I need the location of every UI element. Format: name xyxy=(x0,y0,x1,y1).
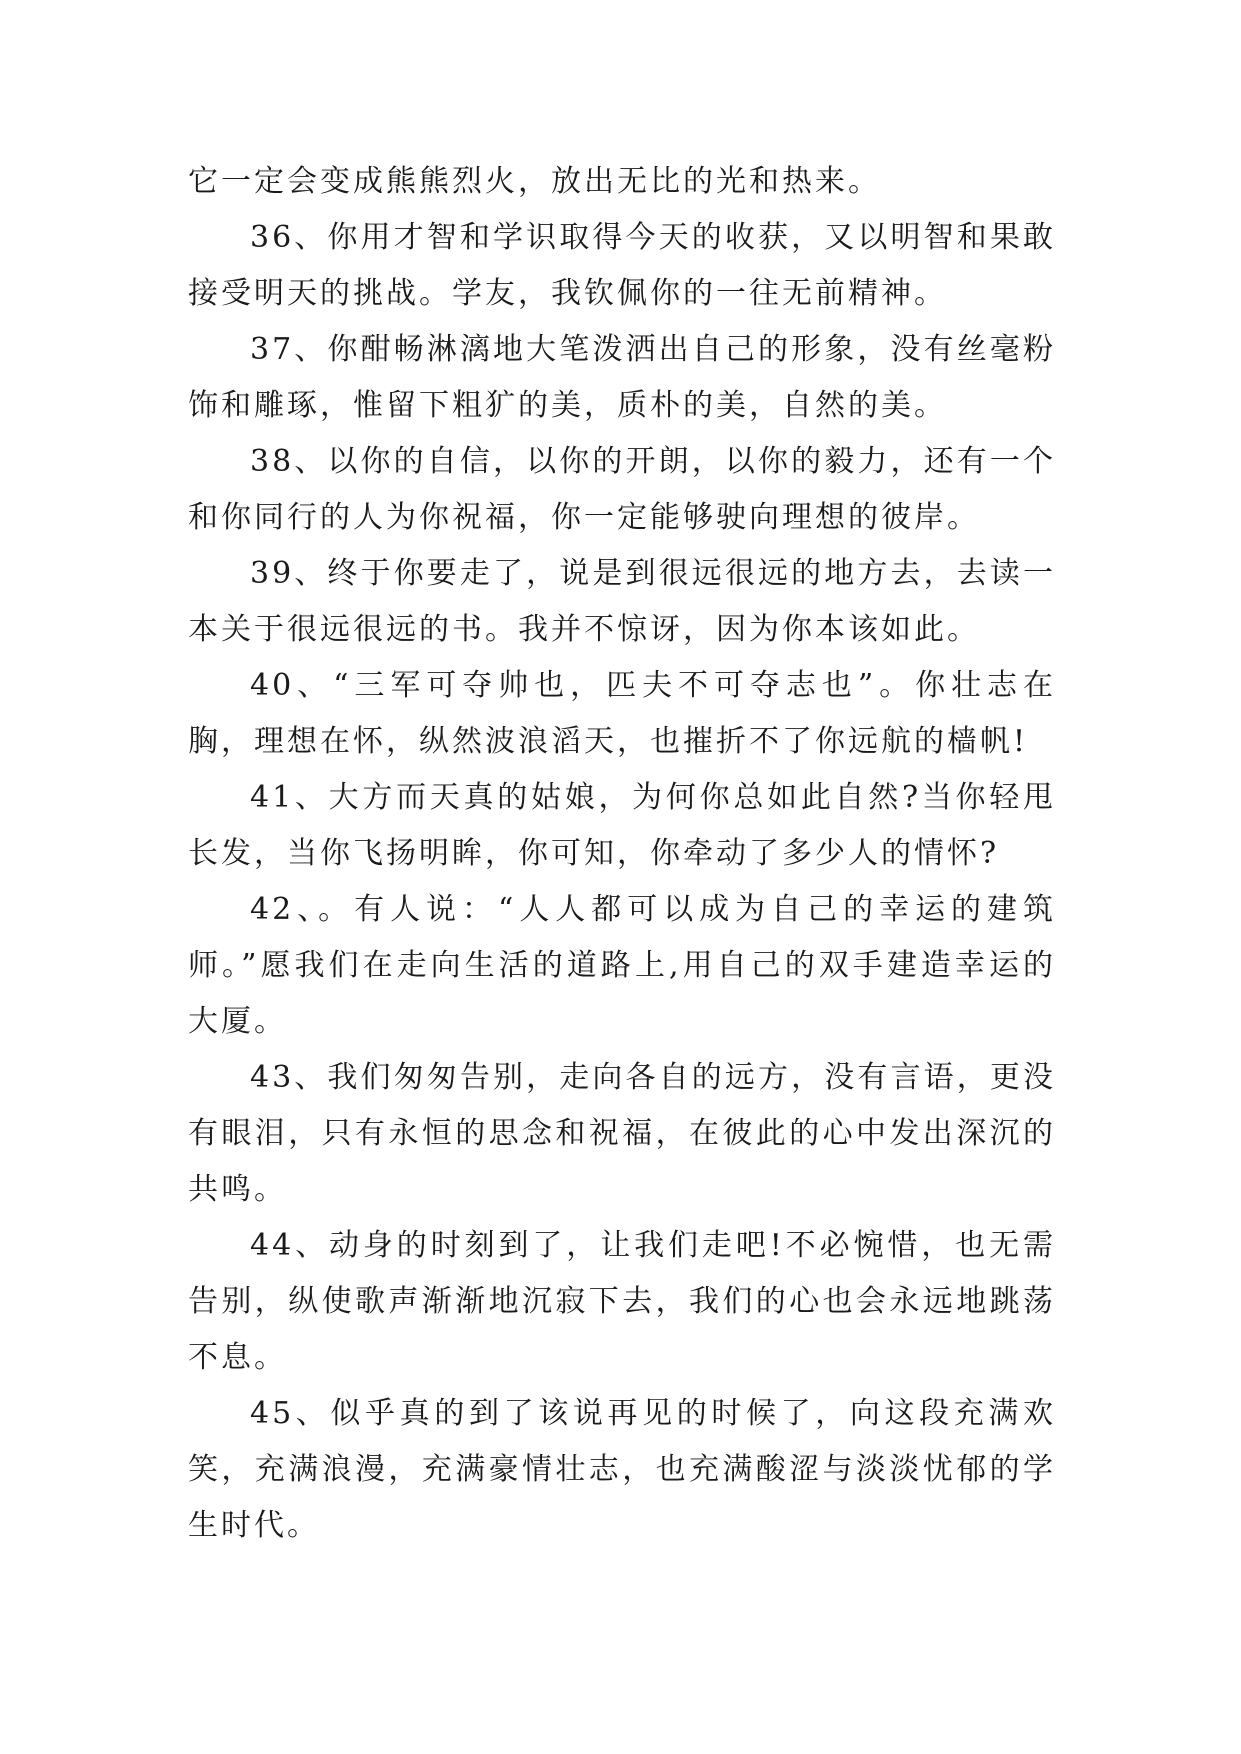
paragraph-39: 39、终于你要走了，说是到很远很远的地方去，去读一本关于很远很远的书。我并不惊讶，因为你本该如此。 xyxy=(188,556,1056,647)
paragraph-42: 42、。有人说：“人人都可以成为自己的幸运的建筑师。”愿我们在走向生活的道路上,用自己的双手建造幸运的大厦。 xyxy=(188,892,1056,1039)
paragraph-continuation: 它一定会变成熊熊烈火，放出无比的光和热来。 xyxy=(188,164,881,199)
paragraph-38: 38、以你的自信，以你的开朗，以你的毅力，还有一个和你同行的人为你祝福，你一定能够驶向理想的彼岸。 xyxy=(188,444,1056,535)
paragraph-45: 45、似乎真的到了该说再见的时候了，向这段充满欢笑，充满浪漫，充满豪情壮志，也充满酸涩与淡淡忧郁的学生时代。 xyxy=(188,1396,1056,1543)
paragraph-41: 41、大方而天真的姑娘，为何你总如此自然?当你轻甩长发，当你飞扬明眸，你可知，你牵动了多少人的情怀? xyxy=(188,780,1056,871)
document-body xyxy=(188,154,1056,1554)
paragraph-37: 37、你酣畅淋漓地大笔泼洒出自己的形象，没有丝毫粉饰和雕琢，惟留下粗犷的美，质朴的美，自然的美。 xyxy=(188,332,1056,423)
paragraph-36: 36、你用才智和学识取得今天的收获，又以明智和果敢接受明天的挑战。学友，我钦佩你的一往无前精神。 xyxy=(188,220,1056,311)
paragraph-40: 40、“三军可夺帅也，匹夫不可夺志也”。你壮志在胸，理想在怀，纵然波浪滔天，也摧折不了你远航的樯帆! xyxy=(188,668,1056,759)
paragraph-44: 44、动身的时刻到了，让我们走吧!不必惋惜，也无需告别，纵使歌声渐渐地沉寂下去，我们的心也会永远地跳荡不息。 xyxy=(188,1228,1056,1375)
paragraph-43: 43、我们匆匆告别，走向各自的远方，没有言语，更没有眼泪，只有永恒的思念和祝福，在彼此的心中发出深沉的共鸣。 xyxy=(188,1060,1056,1207)
